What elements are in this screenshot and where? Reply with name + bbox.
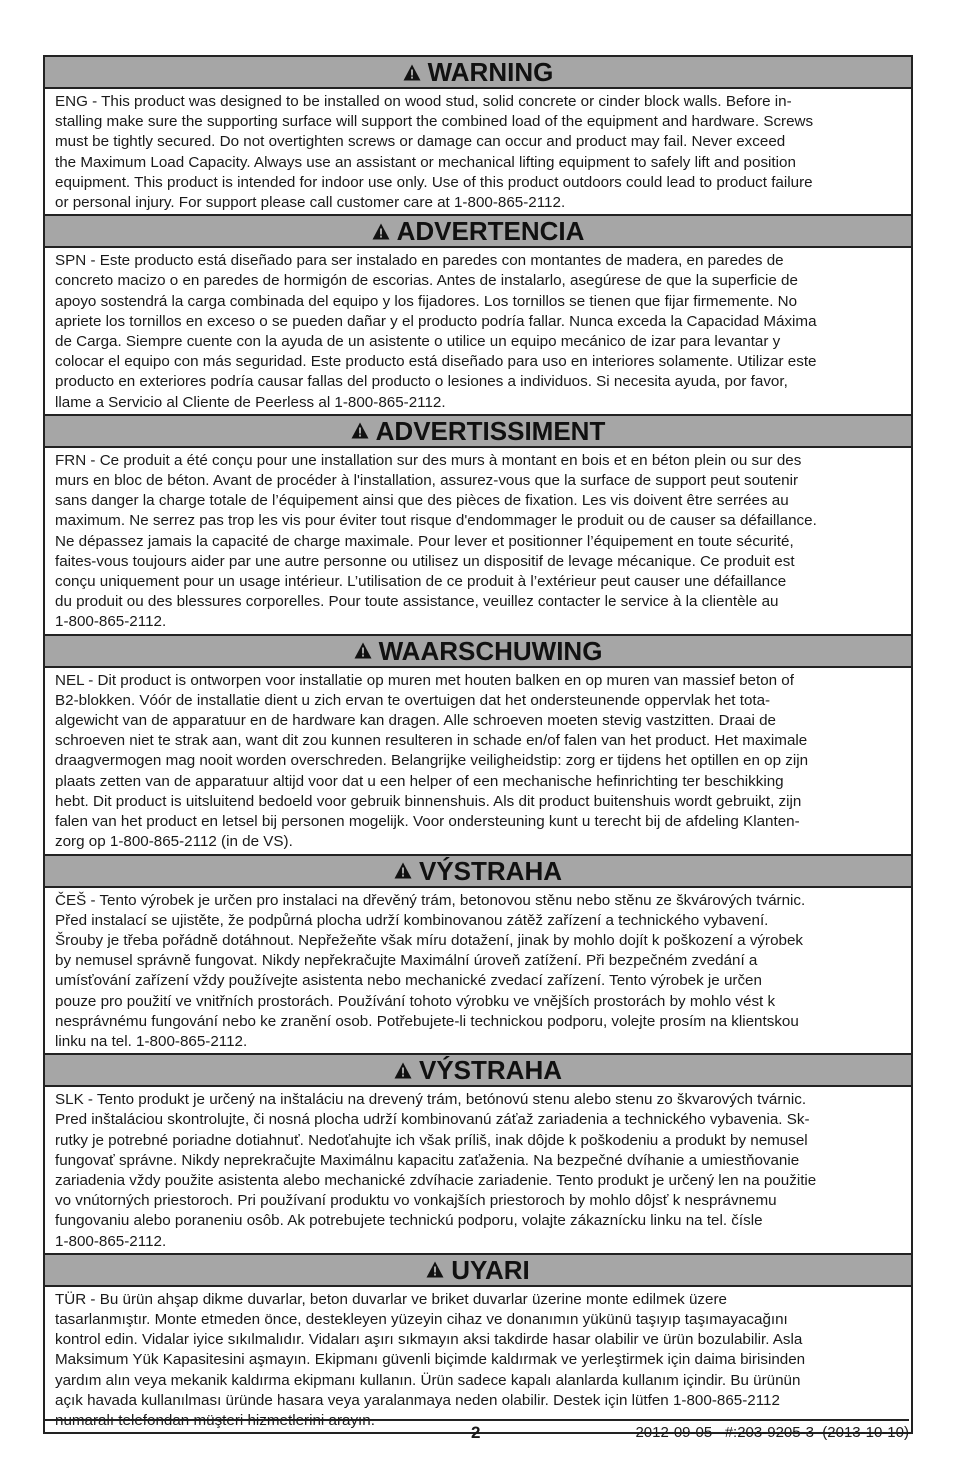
warning-triangle-icon xyxy=(426,1261,444,1278)
section-text: SLK - Tento produkt je určený na inštaláciu na drevený trám, betónovú stenu alebo stenu zo škvarových tvárnic. Pred inštaláciou skontrolujte, či nosná plocha udrží kombinovanú záťaž zariadenia a technického vybavenia. Sk- rutky je potrebné poriadne dotiahnuť. Nedoťahujte ich však príliš, inak dôjde k poškodeniu a produkt by nemusel fungovať správne. Nikdy neprekračujte Maximálnu kapacitu zaťaženia. Na bezpečné dvíhanie a umiestňovanie zariadenia vždy použite asistenta alebo mechanické zdvíhacie zariadenie. Tento produkt je určený len na použitie vo vnútorných priestoroch. Pri používaní produktu vo vonkajších priestoroch by mohlo dôjsť k nesprávnemu fungovaniu alebo poraneniu osôb. Ak potrebujete technickú podporu, volajte zákaznícku linku na tel. čísle 1-800-865-2112. xyxy=(55,1091,817,1250)
section-body xyxy=(45,1087,911,1255)
section-text: ČEŠ - Tento výrobek je určen pro instalaci na dřevěný trám, betonovou stěnu nebo stěnu ze škvárových tvárnic. Před instalací se ujistěte, že podpůrná plocha udrží kombinovanou zátěž zařízení a technického vybavení. Šrouby je třeba pořádně dotáhnout. Nepřežeňte však míru dotažení, jinak by mohlo dojít k poškození a výrobek by nemusel správně fungovat. Nikdy nepřekračujte Maximální úroveň zatížení. Při bezpečném zvedání a umísťování zařízení vždy používejte asistenta nebo mechanické zvedací zařízení. Tento výrobek je určen pouze pro použití ve vnitřních prostorách. Používání tohoto výrobku ve vnějších prostorách by mohlo vést k nesprávnému fungování nebo ke zranění osob. Potřebujete-li technickou podporu, volejte prosím na klientskou linku na tel. 1-800-865-2112. xyxy=(55,891,806,1050)
section-warning-slk xyxy=(45,1055,911,1255)
warning-triangle-icon xyxy=(351,422,369,439)
section-header xyxy=(45,856,911,888)
warning-triangle-icon xyxy=(394,1062,412,1079)
section-body xyxy=(45,448,911,636)
page-number: 2 xyxy=(471,1423,481,1442)
warning-sheet xyxy=(43,55,913,1434)
section-header xyxy=(45,416,911,448)
section-text: FRN - Ce produit a été conçu pour une installation sur des murs à montant en bois et en béton plein ou sur des murs en bloc de béton. Avant de procéder à l'installation, assurez-vous que la surface de support peut soutenir sans danger la charge totale de l’équipement ainsi que des pièces de fixation. Les vis doivent être serrées au maximum. Ne serrez pas trop les vis pour éviter tout risque d'endommager le produit ou de causer sa défaillance. Ne dépassez jamais la capacité de charge maximale. Pour lever et positionner l’équipement en toute sécurité, faites-vous toujours aider par une autre personne ou utilisez un dispositif de levage mécanique. Ce produit est conçu uniquement pour un usage intérieur. L’utilisation de ce produit à l’extérieur peut causer une défaillance du produit ou des blessures corporelles. Pour toute assistance, veuillez contacter le service à la clientèle au 1-800-865-2112. xyxy=(55,451,817,631)
document-reference: 2012-09-05 #:203-9205-3 (2013-10-10) xyxy=(635,1424,909,1441)
section-warning-spn xyxy=(45,216,911,416)
section-header xyxy=(45,1055,911,1087)
section-title: WAARSCHUWING xyxy=(378,635,603,666)
section-warning-ces xyxy=(45,856,911,1056)
section-warning-eng xyxy=(45,57,911,216)
warning-triangle-icon xyxy=(394,862,412,879)
section-warning-frn xyxy=(45,416,911,636)
section-title: ADVERTENCIA xyxy=(396,216,585,247)
section-warning-nel xyxy=(45,636,911,856)
section-header xyxy=(45,1255,911,1287)
section-body xyxy=(45,248,911,416)
page-footer xyxy=(43,1419,909,1445)
section-title: UYARI xyxy=(451,1254,530,1285)
section-body xyxy=(45,888,911,1056)
section-body xyxy=(45,1287,911,1432)
section-title: WARNING xyxy=(427,57,554,87)
section-body xyxy=(45,89,911,216)
section-header xyxy=(45,636,911,668)
warning-triangle-icon xyxy=(354,642,372,659)
section-text: SPN - Este producto está diseñado para ser instalado en paredes con montantes de madera, en paredes de concreto macizo o en paredes de hormigón de escorias. Antes de instalarlo, asegúrese de que la superficie de apoyo sostendrá la carga combinada del equipo y los fijadores. Los tornillos se tienen que fijar firmemente. No apriete los tornillos en exceso o se pueden dañar y el producto podría fallar. Nunca exceda la Capacidad Máxima de Carga. Siempre cuente con la ayuda de un asistente o utilice un equipo mecánico de izar para levantar y colocar el equipo con más seguridad. Este producto está diseñado para uso en interiores solamente. Utilizar este producto en exteriores podría causar fallas del producto o lesiones a individuos. Si necesita ayuda, por favor, llame a Servicio al Cliente de Peerless al 1-800-865-2112. xyxy=(55,252,817,411)
section-header xyxy=(45,216,911,248)
section-body xyxy=(45,668,911,856)
section-text: NEL - Dit product is ontworpen voor installatie op muren met houten balken en op muren van massief beton of B2-blokken. Vóór de installatie dient u zich ervan te overtuigen dat het ondersteunende oppervlak het tota- algewicht van de apparatuur en de hardware kan dragen. Alle schroeven moeten stevig vastzitten. Draai de schroeven niet te strak aan, want dit zou kunnen resulteren in schade en/of falen van het product. Het maximale draagvermogen mag nooit worden overschreden. Belangrijke veiligheidstip: zorg er tijdens het optillen en op zijn plaats zetten van de apparatuur altijd voor dat u een helper of een mechanische hefinrichting ter beschikking hebt. Dit product is uitsluitend bedoeld voor gebruik binnenshuis. Als dit product buitenshuis wordt gebruikt, zijn falen van het product en letsel bij personen mogelijk. Voor ondersteuning kunt u terecht bij de afdeling Klanten- zorg op 1-800-865-2112 (in de VS). xyxy=(55,671,809,851)
section-text: ENG - This product was designed to be installed on wood stud, solid concrete or cinder block walls. Before in- stalling make sure the supporting surface will support the combined load of the equipment and hardware. Screws must be tightly secured. Do not overtighten screws or damage can occur and product may fail. Never exceed the Maximum Load Capacity. Always use an assistant or mechanical lifting equipment to safely lift and position equipment. This product is intended for indoor use only. Use of this product outdoors could lead to product failure or personal injury. For support please call customer care at 1-800-865-2112. xyxy=(55,93,814,212)
section-title: VÝSTRAHA xyxy=(418,1055,562,1086)
section-warning-tur xyxy=(45,1255,911,1432)
warning-triangle-icon xyxy=(372,223,390,240)
warning-triangle-icon xyxy=(403,64,421,81)
section-header xyxy=(45,57,911,89)
section-title: VÝSTRAHA xyxy=(418,855,562,886)
section-text: TÜR - Bu ürün ahşap dikme duvarlar, beton duvarlar ve briket duvarlar üzerine monte edilmek üzere tasarlanmıştır. Monte etmeden önce, destekleyen yüzeyin cihaz ve donanımın yükünü taşıyıp taşımayacağını kontrol edin. Vidalar iyice sıkılmalıdır. Vidaları aşırı sıkmayın aksi takdirde hasar olabilir ve ürün bozulabilir. Asla Maksimum Yük Kapasitesini aşmayın. Ekipmanı güvenli biçimde kaldırmak ve yerleştirmek için daima birisinden yardım alın veya mekanik kaldırma ekipmanı kullanın. Ürün sadece kapalı alanlarda kullanım içindir. Bu ürünün açık havada kullanılması üründe hasara veya yaralanmaya neden olabilir. Destek için lütfen 1-800-865-2112 numaralı telefondan müşteri hizmetlerini arayın. xyxy=(55,1290,806,1429)
section-title: ADVERTISSIMENT xyxy=(375,415,606,446)
